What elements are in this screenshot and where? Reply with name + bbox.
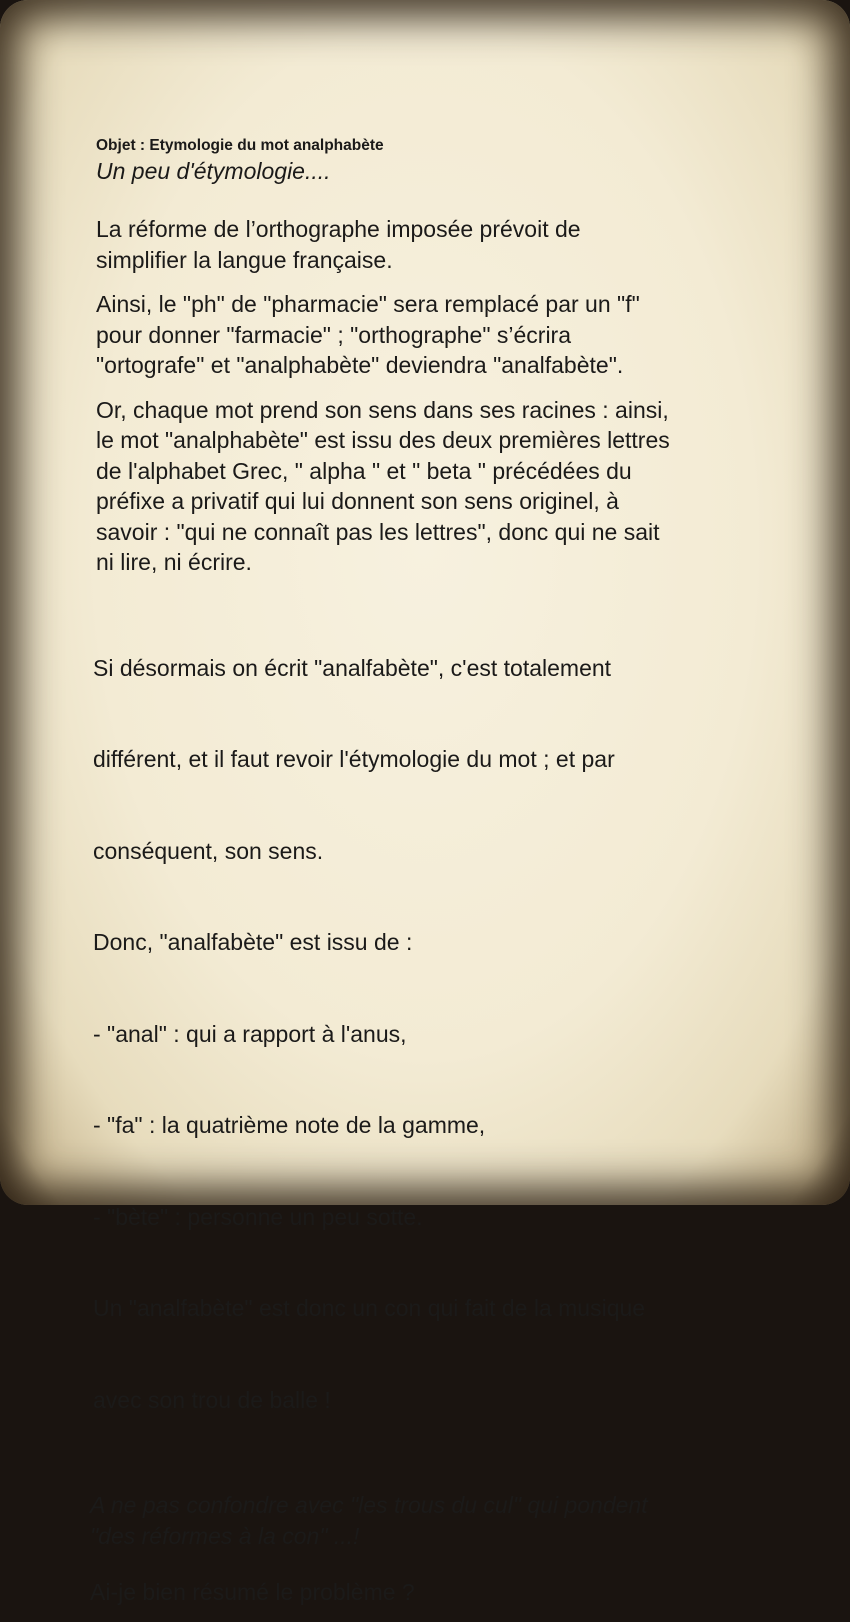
text-line: avec son trou de balle ! bbox=[93, 1386, 331, 1413]
text-line: savoir : "qui ne connaît pas les lettres", donc qui ne sait bbox=[96, 518, 660, 545]
text-line: préfixe a privatif qui lui donnent son sens originel, à bbox=[96, 488, 619, 514]
paragraph-etymology bbox=[90, 395, 770, 578]
text-line: Or, chaque mot prend son sens dans ses racines : ainsi, bbox=[96, 396, 669, 423]
text-line: "ortografe" et "analphabète" deviendra "analfabète". bbox=[96, 352, 624, 378]
text-line: - "bète" : personne un peu sotte. bbox=[93, 1203, 423, 1230]
paragraph-examples bbox=[90, 289, 770, 381]
subject-line: Objet : Etymologie du mot analphabète bbox=[96, 137, 384, 154]
letter-heading: Un peu d'étymologie.... bbox=[96, 158, 331, 184]
letter-body bbox=[90, 136, 770, 1622]
paragraph-reform bbox=[90, 214, 770, 275]
text-line: simplifier la langue française. bbox=[96, 246, 393, 273]
text-line: Ai-je bien résumé le problème ? bbox=[90, 1579, 415, 1605]
paragraph-closing bbox=[90, 1577, 770, 1608]
text-line: Ainsi, le "ph" de "pharmacie" sera remplacé par un "f" bbox=[96, 291, 640, 317]
text-line: La réforme de l’orthographe imposée prévoit de bbox=[96, 216, 581, 242]
text-line: Un "analfabète" est donc un con qui fait de la musique bbox=[93, 1295, 646, 1321]
text-line: Donc, "analfabète" est issu de : bbox=[93, 929, 413, 955]
text-line: conséquent, son sens. bbox=[93, 837, 324, 864]
text-line: Si désormais on écrit "analfabète", c'est totalement bbox=[93, 654, 612, 681]
paragraph-new-meaning bbox=[90, 592, 770, 1477]
text-line: pour donner "farmacie" ; "orthographe" s’écrira bbox=[96, 321, 572, 348]
paragraph-warning bbox=[90, 1490, 770, 1551]
text-line: le mot "analphabète" est issu des deux premières lettres bbox=[96, 427, 670, 453]
text-line: de l'alphabet Grec, " alpha " et " beta " précédées du bbox=[96, 457, 632, 484]
text-line: différent, et il faut revoir l'étymologie du mot ; et par bbox=[93, 746, 615, 772]
text-line: "des réformes à la con" ...! bbox=[90, 1522, 360, 1549]
text-line: A ne pas confondre avec "les trous du cul" qui pondent bbox=[90, 1492, 648, 1518]
text-line: - "fa" : la quatrième note de la gamme, bbox=[93, 1112, 486, 1138]
text-line: - "anal" : qui a rapport à l'anus, bbox=[93, 1020, 407, 1047]
text-line: ni lire, ni écrire. bbox=[96, 549, 252, 575]
